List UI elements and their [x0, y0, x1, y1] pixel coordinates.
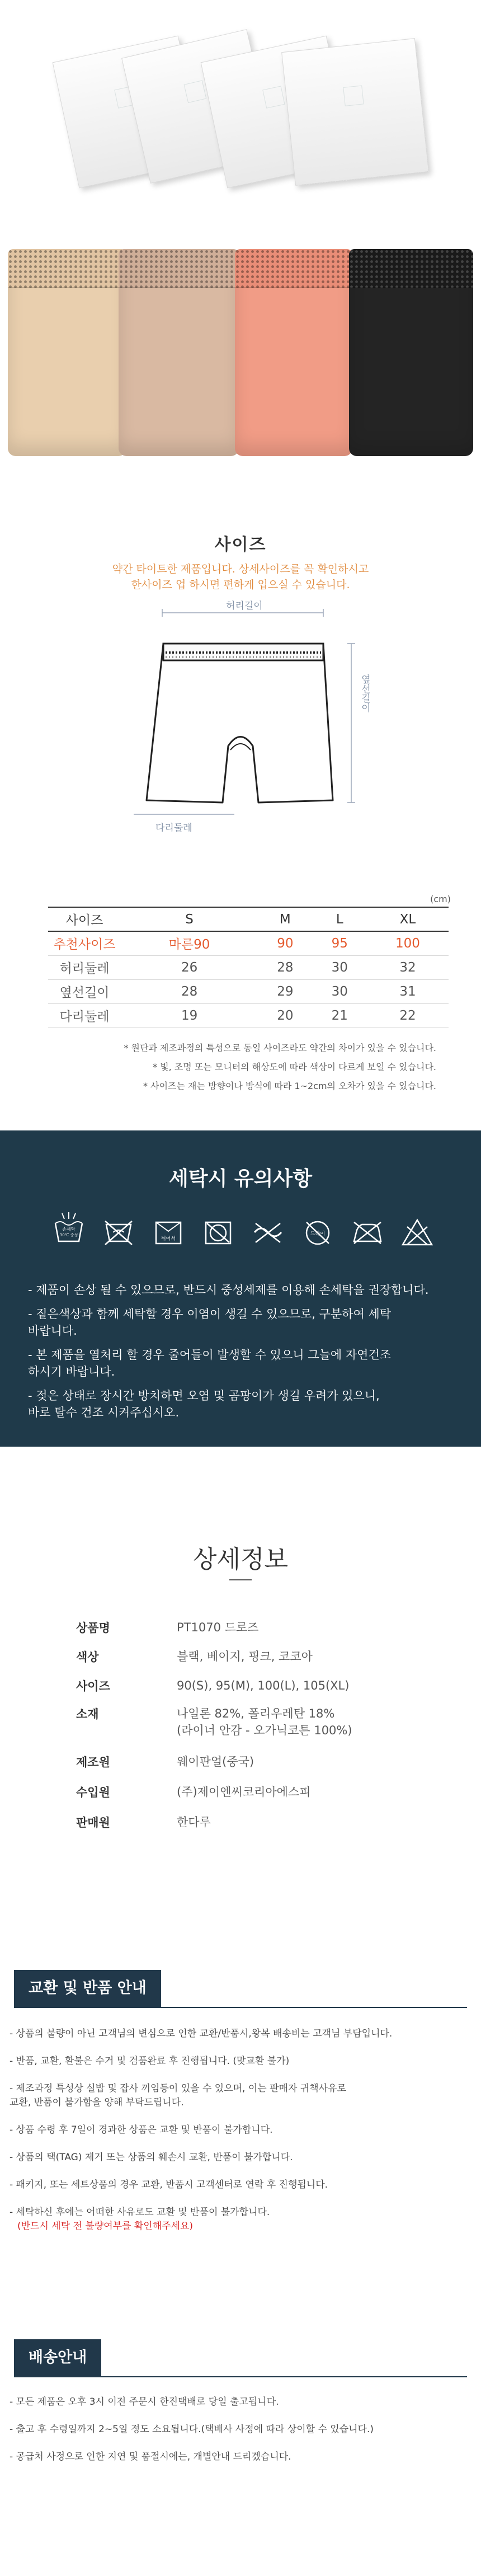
header-underline — [14, 2376, 467, 2377]
detail-key: 수입원 — [76, 1786, 110, 1799]
fine-print-1: * 원단과 제조과정의 특성으로 동일 사이즈라도 약간의 차이가 있을 수 있습니다. — [124, 1043, 436, 1053]
table-cell: 30 — [313, 979, 367, 1003]
svg-text:30℃ 중성: 30℃ 중성 — [59, 1233, 78, 1237]
shorts-size-diagram — [0, 588, 481, 901]
exchange-warning: (반드시 세탁 전 불량여부를 확인해주세요) — [17, 2221, 194, 2232]
exchange-title: 교환 및 반품 안내 — [14, 1970, 161, 2007]
table-cell: 31 — [367, 979, 449, 1003]
table-cell: 허리둘레 — [48, 955, 121, 979]
table-cell: 22 — [367, 1003, 449, 1027]
detail-value: 나일론 82%, 폴리우레탄 18% (라이너 안감 - 오가닉코튼 100%) — [177, 1707, 352, 1737]
title-divider — [229, 1579, 252, 1580]
size-guide-section — [0, 515, 481, 1125]
table-cell: 추천사이즈 — [48, 931, 121, 955]
shipping-line: - 출고 후 수령일까지 2~5일 정도 소요됩니다.(택배사 사정에 따라 상이할 수 있습니다.) — [10, 2424, 374, 2435]
no-dry-clean-icon — [301, 1210, 334, 1255]
size-header-cell: L — [313, 907, 367, 931]
detail-value: 블랙, 베이지, 핑크, 코코아 — [177, 1650, 313, 1663]
table-row — [48, 1003, 449, 1027]
table-row — [48, 979, 449, 1003]
svg-text:손세탁: 손세탁 — [62, 1227, 76, 1232]
table-cell: 29 — [258, 979, 312, 1003]
no-chlorine-icon — [400, 1210, 434, 1255]
detail-value: 90(S), 95(M), 100(L), 105(XL) — [177, 1679, 350, 1692]
exchange-header — [14, 1970, 467, 2007]
size-table — [48, 907, 449, 1028]
care-line: - 젖은 상태로 장시간 방치하면 오염 및 곰팡이가 생길 우려가 있으니, 바로 탈수 건조 시켜주십시오. — [28, 1389, 380, 1419]
detail-key: 소재 — [76, 1707, 99, 1721]
short-cocoa — [119, 249, 239, 456]
exchange-line: - 상품의 불량이 아닌 고객님의 변심으로 인한 교환/반품시,왕복 배송비는 고객님 부담입니다. — [10, 2028, 393, 2039]
table-cell: 20 — [258, 1003, 312, 1027]
fine-print-3: * 사이즈는 재는 방향이나 방식에 따라 1~2cm의 오차가 있을 수 있습니다. — [143, 1081, 436, 1091]
exchange-line: - 세탁하신 후에는 어떠한 사유로도 교환 및 반품이 불가합니다. — [10, 2207, 270, 2218]
table-cell: 28 — [121, 979, 258, 1003]
detail-key: 제조원 — [76, 1756, 110, 1769]
size-note-line1: 약간 타이트한 제품입니다. 상세사이즈를 꼭 확인하시고 — [112, 563, 369, 575]
product-photo — [0, 0, 481, 459]
size-header-cell: 사이즈 — [48, 907, 121, 931]
size-title: 사이즈 — [214, 535, 267, 555]
table-cell: 28 — [258, 955, 312, 979]
table-cell: 21 — [313, 1003, 367, 1027]
fine-print-2: * 빛, 조명 또는 모니터의 해상도에 따라 색상이 다르게 보일 수 있습니다. — [153, 1062, 436, 1072]
care-line: - 제품이 손상 될 수 있으므로, 반드시 중성세제를 이용해 손세탁을 권장합니다. — [28, 1283, 429, 1297]
no-tumble-dry-icon — [201, 1210, 235, 1255]
shipping-title: 배송안내 — [14, 2339, 101, 2376]
exchange-line: - 상품의 택(TAG) 제거 또는 상품의 훼손시 교환, 반품이 불가합니다. — [10, 2152, 293, 2163]
shipping-line: - 모든 제품은 오후 3시 이전 주문시 한진택배로 당일 출고됩니다. — [10, 2396, 279, 2408]
size-header-cell: XL — [367, 907, 449, 931]
product-details-section — [0, 1455, 481, 1914]
leg-circumference-label: 다리둘레 — [155, 823, 192, 834]
table-cell: 90 — [258, 931, 312, 955]
table-cell: 19 — [121, 1003, 258, 1027]
shipping-header — [14, 2339, 467, 2376]
short-beige — [8, 249, 126, 456]
detail-key: 판매원 — [76, 1816, 110, 1829]
exchange-line: - 제조과정 특성상 실밥 및 잡사 끼임등이 있을 수 있으며, 이는 판매자 귀책사유로 교환, 반품이 불가함을 양해 부탁드립니다. — [10, 2083, 346, 2108]
table-cell: 32 — [367, 955, 449, 979]
short-black — [349, 249, 473, 456]
care-line: - 본 제품을 열처리 할 경우 줄어들이 발생할 수 있으니 그늘에 자연건조 하시기 바랍니다. — [28, 1348, 392, 1378]
care-title: 세탁시 유의사항 — [169, 1167, 312, 1190]
exchange-return-section — [0, 1880, 481, 2339]
table-cell: 26 — [121, 955, 258, 979]
table-cell: 마른90 — [121, 931, 258, 955]
size-header-cell: S — [121, 907, 258, 931]
detail-value: 한다루 — [177, 1815, 211, 1829]
table-cell: 95 — [313, 931, 367, 955]
care-line: - 짙은색상과 함께 세탁할 경우 이염이 생길 수 있으므로, 구분하여 세탁 바랍니다. — [28, 1307, 392, 1338]
hand-wash-icon — [52, 1210, 86, 1255]
detail-value: PT1070 드로즈 — [177, 1621, 259, 1634]
shipping-line: - 공급처 사정으로 인한 지연 및 품절시에는, 개별안내 드리겠습니다. — [10, 2451, 291, 2462]
table-cell: 30 — [313, 955, 367, 979]
detail-key: 색상 — [76, 1650, 99, 1664]
no-bleach-icon — [102, 1210, 135, 1255]
detail-value: (주)제이엔씨코리아에스피 — [177, 1785, 311, 1799]
detail-key: 상품명 — [76, 1621, 110, 1635]
size-header-cell: M — [258, 907, 312, 931]
table-cell: 다리둘레 — [48, 1003, 121, 1027]
table-cell: 옆선길이 — [48, 979, 121, 1003]
svg-text:뉘어서: 뉘어서 — [161, 1236, 176, 1242]
size-note-line2: 한사이즈 업 하시면 편하게 입으실 수 있습니다. — [131, 579, 350, 591]
table-cell: 100 — [367, 931, 449, 955]
svg-text:드라이: 드라이 — [310, 1231, 326, 1237]
shipping-section — [0, 2339, 481, 2576]
detail-value: 웨이판얼(중국) — [177, 1755, 254, 1768]
washing-care-section — [0, 1130, 481, 1447]
waist-length-label: 허리길이 — [226, 600, 263, 612]
details-title: 상세정보 — [192, 1545, 288, 1574]
header-underline — [14, 2007, 467, 2008]
exchange-line: - 반품, 교환, 환불은 수거 및 검품완료 후 진행됩니다. (맞교환 불가) — [10, 2056, 290, 2067]
shipping-list — [10, 2395, 474, 2478]
table-row — [48, 955, 449, 979]
line-dry-icon — [152, 1210, 185, 1255]
size-unit: (cm) — [430, 894, 451, 904]
gift-box-4 — [281, 38, 429, 186]
side-length-label: 옆선길이 — [359, 674, 370, 712]
no-wring-icon — [251, 1210, 285, 1255]
care-instructions — [28, 1282, 470, 1428]
exchange-line: - 상품 수령 후 7일이 경과한 상품은 교환 및 반품이 불가합니다. — [10, 2124, 273, 2136]
size-table-header — [48, 907, 449, 931]
short-pink — [235, 249, 352, 456]
care-icons-row — [52, 1210, 429, 1260]
recommend-row — [48, 931, 449, 955]
low-iron-icon — [351, 1210, 384, 1255]
exchange-list — [10, 2027, 474, 2247]
detail-key: 사이즈 — [76, 1679, 110, 1693]
exchange-line: - 패키지, 또는 세트상품의 경우 교환, 반품시 고객센터로 연락 후 진행됩니다. — [10, 2179, 328, 2190]
